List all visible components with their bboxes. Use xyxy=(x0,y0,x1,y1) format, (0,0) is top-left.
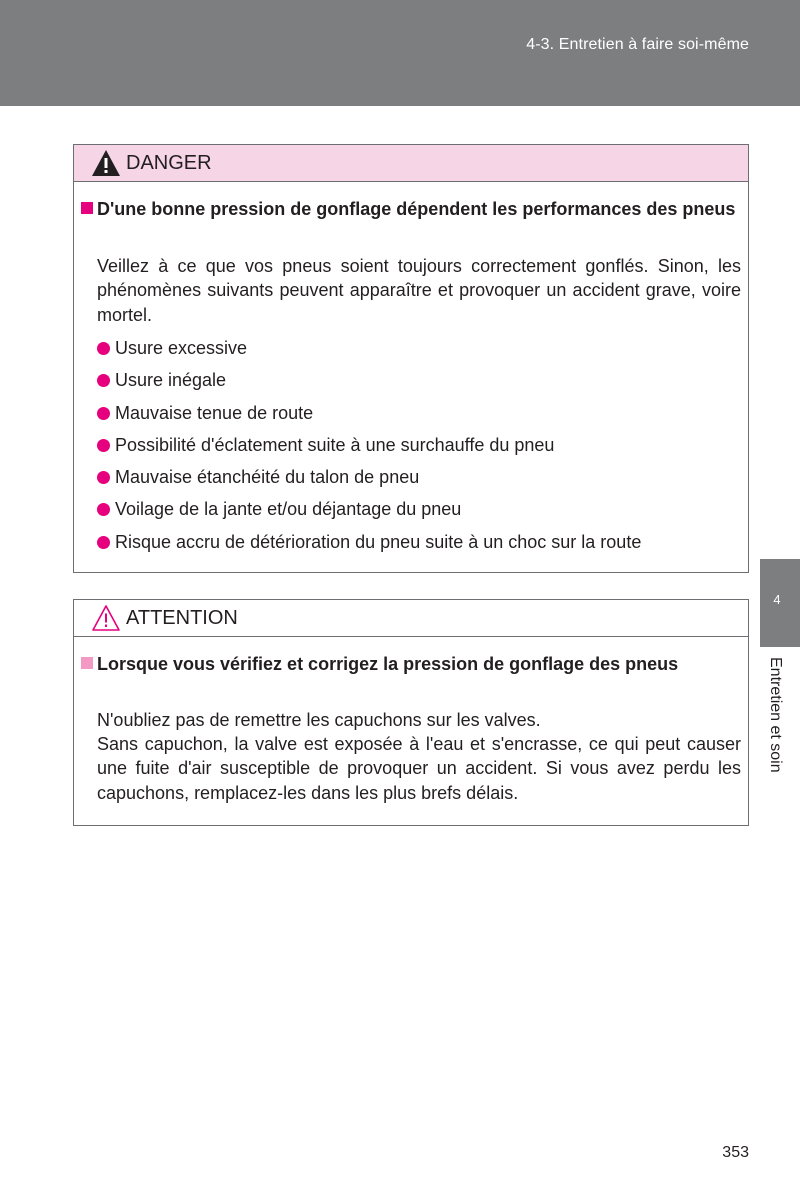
bullet-dot-icon xyxy=(97,439,110,452)
warning-triangle-filled-icon xyxy=(91,149,121,177)
list-item: Usure excessive xyxy=(97,336,741,368)
chapter-tab xyxy=(760,559,800,647)
chapter-number: 4 xyxy=(773,592,781,607)
warning-triangle-outline-icon xyxy=(91,604,121,632)
danger-list xyxy=(97,336,741,562)
square-bullet-icon xyxy=(81,657,93,669)
attention-paragraph-2: Sans capuchon, la valve est exposée à l'eau et s'encrasse, ce qui peut causer une fuite d'air susceptible de provoquer un accident. Si vous avez perdu les capuchons, remplacez-les dans les plus brefs délais. xyxy=(97,734,741,803)
bullet-dot-icon xyxy=(97,374,110,387)
list-item: Risque accru de détérioration du pneu suite à un choc sur la route xyxy=(97,530,741,562)
list-item: Voilage de la jante et/ou déjantage du pneu xyxy=(97,497,741,529)
danger-paragraph: Veillez à ce que vos pneus soient toujours correctement gonflés. Sinon, les phénomènes suivants peuvent apparaître et provoquer un accident grave, voire mortel. xyxy=(97,256,741,325)
attention-header xyxy=(74,600,748,637)
list-item: Usure inégale xyxy=(97,368,741,400)
page-number: 353 xyxy=(722,1144,749,1161)
bullet-dot-icon xyxy=(97,407,110,420)
bullet-dot-icon xyxy=(97,342,110,355)
danger-label: DANGER xyxy=(126,152,212,174)
chapter-label: Entretien et soin xyxy=(767,657,784,773)
list-item: Mauvaise tenue de route xyxy=(97,401,741,433)
attention-label: ATTENTION xyxy=(126,607,238,629)
danger-heading: D'une bonne pression de gonflage dépendent les performances des pneus xyxy=(97,199,736,219)
attention-box xyxy=(73,599,749,826)
danger-box xyxy=(73,144,749,573)
square-bullet-icon xyxy=(81,202,93,214)
attention-heading: Lorsque vous vérifiez et corrigez la pression de gonflage des pneus xyxy=(97,654,679,674)
bullet-dot-icon xyxy=(97,503,110,516)
section-title: 4-3. Entretien à faire soi-même xyxy=(526,36,749,53)
bullet-dot-icon xyxy=(97,471,110,484)
attention-paragraph-1: N'oubliez pas de remettre les capuchons sur les valves. xyxy=(97,710,541,730)
bullet-dot-icon xyxy=(97,536,110,549)
danger-header xyxy=(74,145,748,182)
list-item: Possibilité d'éclatement suite à une surchauffe du pneu xyxy=(97,433,741,465)
header-band xyxy=(0,0,800,106)
list-item: Mauvaise étanchéité du talon de pneu xyxy=(97,465,741,497)
